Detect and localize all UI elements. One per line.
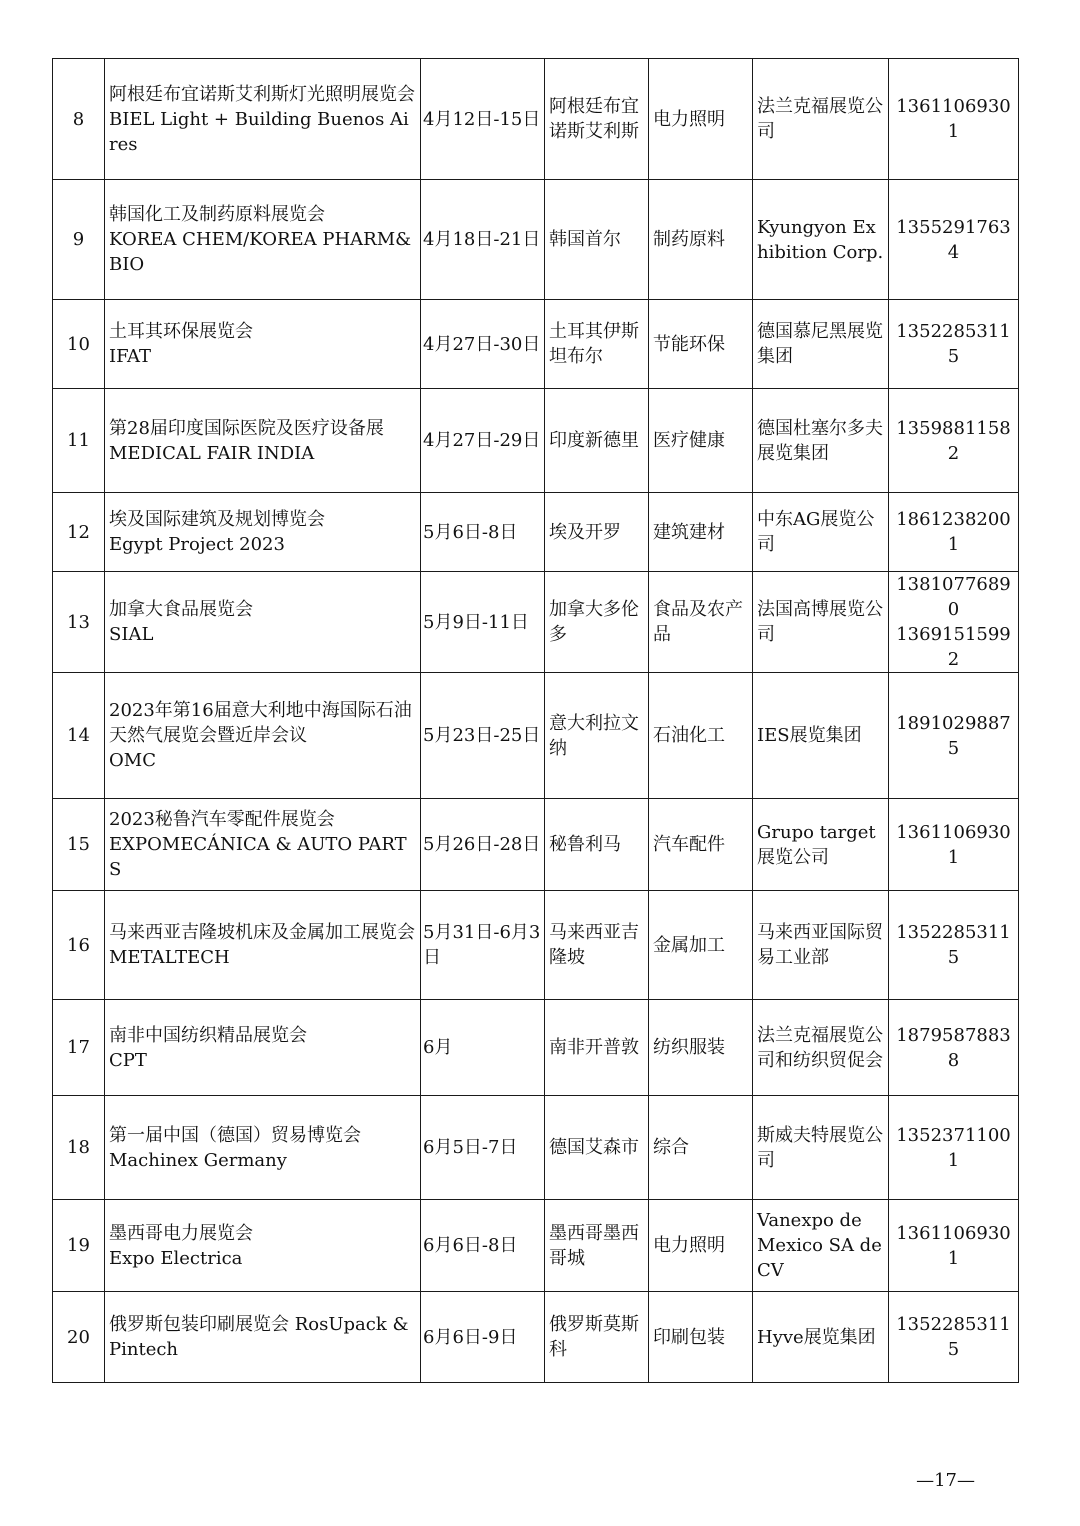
- industry-cell: 纺织服装: [649, 1000, 753, 1096]
- date-cell: 5月31日-6月3日: [421, 891, 545, 1000]
- date-cell: 4月27日-30日: [421, 300, 545, 389]
- city-cell: 阿根廷布宜诺斯艾利斯: [545, 59, 649, 180]
- exhibition-name-line: 加拿大食品展览会: [109, 599, 253, 620]
- organizer-cell: 中东AG展览公司: [753, 493, 889, 572]
- date-cell: 5月26日-28日: [421, 799, 545, 891]
- phone-cell: [889, 1000, 1019, 1096]
- city-cell: 加拿大多伦多: [545, 572, 649, 673]
- row-number-cell: 19: [53, 1200, 105, 1292]
- date-cell: 5月6日-8日: [421, 493, 545, 572]
- phone-number: 13598811582: [896, 417, 1011, 464]
- exhibition-name-cell: [105, 389, 421, 493]
- exhibition-name-line: Machinex Germany: [109, 1149, 287, 1171]
- exhibition-name-cell: [105, 1292, 421, 1383]
- exhibition-name-line: METALTECH: [109, 947, 230, 968]
- row-number-cell: 14: [53, 673, 105, 799]
- exhibition-name-line: IFAT: [109, 346, 152, 367]
- date-cell: 5月23日-25日: [421, 673, 545, 799]
- industry-cell: 汽车配件: [649, 799, 753, 891]
- exhibition-name-line: 阿根廷布宜诺斯艾利斯灯光照明展览会: [109, 83, 415, 105]
- industry-cell: 医疗健康: [649, 389, 753, 493]
- city-cell: 意大利拉文纳: [545, 673, 649, 799]
- phone-cell: [889, 1200, 1019, 1292]
- industry-cell: 石油化工: [649, 673, 753, 799]
- exhibition-name-line: 2023年第16届意大利地中海国际石油天然气展览会暨近岸会议: [109, 700, 412, 746]
- phone-cell: [889, 389, 1019, 493]
- table-row: [53, 1292, 1019, 1383]
- organizer-cell: 德国慕尼黑展览集团: [753, 300, 889, 389]
- exhibition-name-line: 土耳其环保展览会: [109, 321, 253, 342]
- city-cell: 埃及开罗: [545, 493, 649, 572]
- exhibition-name-line: 南非中国纺织精品展览会: [109, 1024, 307, 1046]
- phone-cell: [889, 1292, 1019, 1383]
- exhibition-name-line: 墨西哥电力展览会: [109, 1222, 253, 1244]
- phone-number: 18612382001: [896, 509, 1011, 555]
- industry-cell: 制药原料: [649, 180, 753, 300]
- table-row: [53, 180, 1019, 300]
- organizer-cell: Vanexpo de Mexico SA de CV: [753, 1200, 889, 1292]
- table-row: [53, 389, 1019, 493]
- city-cell: 土耳其伊斯坦布尔: [545, 300, 649, 389]
- exhibition-name-line: 韩国化工及制药原料展览会: [109, 204, 325, 225]
- exhibition-name-cell: [105, 891, 421, 1000]
- industry-cell: 节能环保: [649, 300, 753, 389]
- phone-cell: [889, 891, 1019, 1000]
- phone-cell: [889, 300, 1019, 389]
- table-row: [53, 891, 1019, 1000]
- phone-cell: [889, 493, 1019, 572]
- date-cell: 5月9日-11日: [421, 572, 545, 673]
- exhibition-name-line: Egypt Project 2023: [109, 534, 285, 555]
- table-row: [53, 1096, 1019, 1200]
- phone-cell: [889, 572, 1019, 673]
- exhibition-name-cell: [105, 1096, 421, 1200]
- row-number-cell: 10: [53, 300, 105, 389]
- industry-cell: 建筑建材: [649, 493, 753, 572]
- industry-cell: 电力照明: [649, 1200, 753, 1292]
- page-number: —17—: [916, 1470, 975, 1491]
- exhibition-name-line: SIAL: [109, 624, 154, 645]
- row-number-cell: 17: [53, 1000, 105, 1096]
- date-cell: 6月6日-9日: [421, 1292, 545, 1383]
- table-body: [53, 59, 1019, 1383]
- exhibition-name-line: OMC: [109, 750, 156, 771]
- row-number-cell: 9: [53, 180, 105, 300]
- industry-cell: 综合: [649, 1096, 753, 1200]
- exhibition-name-cell: [105, 1200, 421, 1292]
- exhibition-table: [52, 58, 1019, 1383]
- exhibition-name-cell: [105, 1000, 421, 1096]
- phone-number: 13522853115: [896, 1314, 1011, 1360]
- row-number-cell: 20: [53, 1292, 105, 1383]
- table-row: [53, 493, 1019, 572]
- exhibition-name-cell: [105, 572, 421, 673]
- industry-cell: 印刷包装: [649, 1292, 753, 1383]
- exhibition-name-line: 第一届中国（德国）贸易博览会: [109, 1124, 361, 1146]
- organizer-cell: 斯威夫特展览公司: [753, 1096, 889, 1200]
- exhibition-name-cell: [105, 799, 421, 891]
- table-row: [53, 1000, 1019, 1096]
- industry-cell: 金属加工: [649, 891, 753, 1000]
- table-row: [53, 1200, 1019, 1292]
- date-cell: 6月6日-8日: [421, 1200, 545, 1292]
- phone-cell: [889, 1096, 1019, 1200]
- row-number-cell: 16: [53, 891, 105, 1000]
- row-number-cell: 11: [53, 389, 105, 493]
- organizer-cell: IES展览集团: [753, 673, 889, 799]
- table-row: [53, 572, 1019, 673]
- city-cell: 马来西亚吉隆坡: [545, 891, 649, 1000]
- exhibition-name-cell: [105, 300, 421, 389]
- phone-number: 13611069301: [896, 821, 1011, 868]
- organizer-cell: 马来西亚国际贸易工业部: [753, 891, 889, 1000]
- organizer-cell: 德国杜塞尔多夫展览集团: [753, 389, 889, 493]
- page-number-container: [0, 1470, 1080, 1491]
- exhibition-name-line: Expo Electrica: [109, 1247, 243, 1269]
- date-cell: 4月27日-29日: [421, 389, 545, 493]
- row-number-cell: 18: [53, 1096, 105, 1200]
- city-cell: 韩国首尔: [545, 180, 649, 300]
- city-cell: 俄罗斯莫斯科: [545, 1292, 649, 1383]
- phone-number: 13522853115: [896, 922, 1011, 968]
- phone-cell: [889, 59, 1019, 180]
- exhibition-name-line: BIEL Light + Building Buenos Aires: [109, 108, 409, 155]
- organizer-cell: Grupo target 展览公司: [753, 799, 889, 891]
- phone-number: 13522853115: [896, 321, 1011, 367]
- phone-number: 13611069301: [896, 96, 1011, 142]
- row-number-cell: 13: [53, 572, 105, 673]
- city-cell: 南非开普敦: [545, 1000, 649, 1096]
- date-cell: 4月12日-15日: [421, 59, 545, 180]
- city-cell: 德国艾森市: [545, 1096, 649, 1200]
- phone-number: 13552917634: [896, 216, 1011, 263]
- industry-cell: 食品及农产品: [649, 572, 753, 673]
- phone-number: 13523711001: [896, 1124, 1011, 1171]
- date-cell: 6月5日-7日: [421, 1096, 545, 1200]
- exhibition-name-line: CPT: [109, 1049, 147, 1071]
- phone-number: 13691515992: [896, 624, 1011, 670]
- industry-cell: 电力照明: [649, 59, 753, 180]
- table-row: [53, 673, 1019, 799]
- city-cell: 秘鲁利马: [545, 799, 649, 891]
- row-number-cell: 15: [53, 799, 105, 891]
- city-cell: 墨西哥墨西哥城: [545, 1200, 649, 1292]
- phone-cell: [889, 673, 1019, 799]
- row-number-cell: 12: [53, 493, 105, 572]
- row-number-cell: 8: [53, 59, 105, 180]
- exhibition-name-line: 马来西亚吉隆坡机床及金属加工展览会: [109, 922, 415, 943]
- exhibition-name-line: 埃及国际建筑及规划博览会: [109, 509, 325, 530]
- exhibition-name-line: MEDICAL FAIR INDIA: [109, 442, 315, 464]
- phone-number: 13810776890: [896, 574, 1011, 620]
- exhibition-name-line: 第28届印度国际医院及医疗设备展: [109, 417, 384, 439]
- exhibition-name-cell: [105, 180, 421, 300]
- table-row: [53, 59, 1019, 180]
- phone-cell: [889, 799, 1019, 891]
- exhibition-name-cell: [105, 673, 421, 799]
- exhibition-name-cell: [105, 493, 421, 572]
- organizer-cell: Hyve展览集团: [753, 1292, 889, 1383]
- phone-number: 18910298875: [896, 712, 1011, 759]
- exhibition-name-line: EXPOMECÁNICA & AUTO PARTS: [109, 834, 407, 880]
- date-cell: 4月18日-21日: [421, 180, 545, 300]
- table-row: [53, 799, 1019, 891]
- exhibition-name-line: KOREA CHEM/KOREA PHARM&BIO: [109, 229, 412, 275]
- table-row: [53, 300, 1019, 389]
- organizer-cell: 法国高博展览公司: [753, 572, 889, 673]
- phone-cell: [889, 180, 1019, 300]
- organizer-cell: Kyungyon Exhibition Corp.: [753, 180, 889, 300]
- city-cell: 印度新德里: [545, 389, 649, 493]
- exhibition-name-line: 2023秘鲁汽车零配件展览会: [109, 809, 335, 830]
- organizer-cell: 法兰克福展览公司: [753, 59, 889, 180]
- exhibition-name-cell: [105, 59, 421, 180]
- phone-number: 18795878838: [896, 1024, 1011, 1071]
- exhibition-name-line: 俄罗斯包装印刷展览会 RosUpack & Pintech: [109, 1314, 409, 1360]
- organizer-cell: 法兰克福展览公司和纺织贸促会: [753, 1000, 889, 1096]
- date-cell: 6月: [421, 1000, 545, 1096]
- phone-number: 13611069301: [896, 1222, 1011, 1269]
